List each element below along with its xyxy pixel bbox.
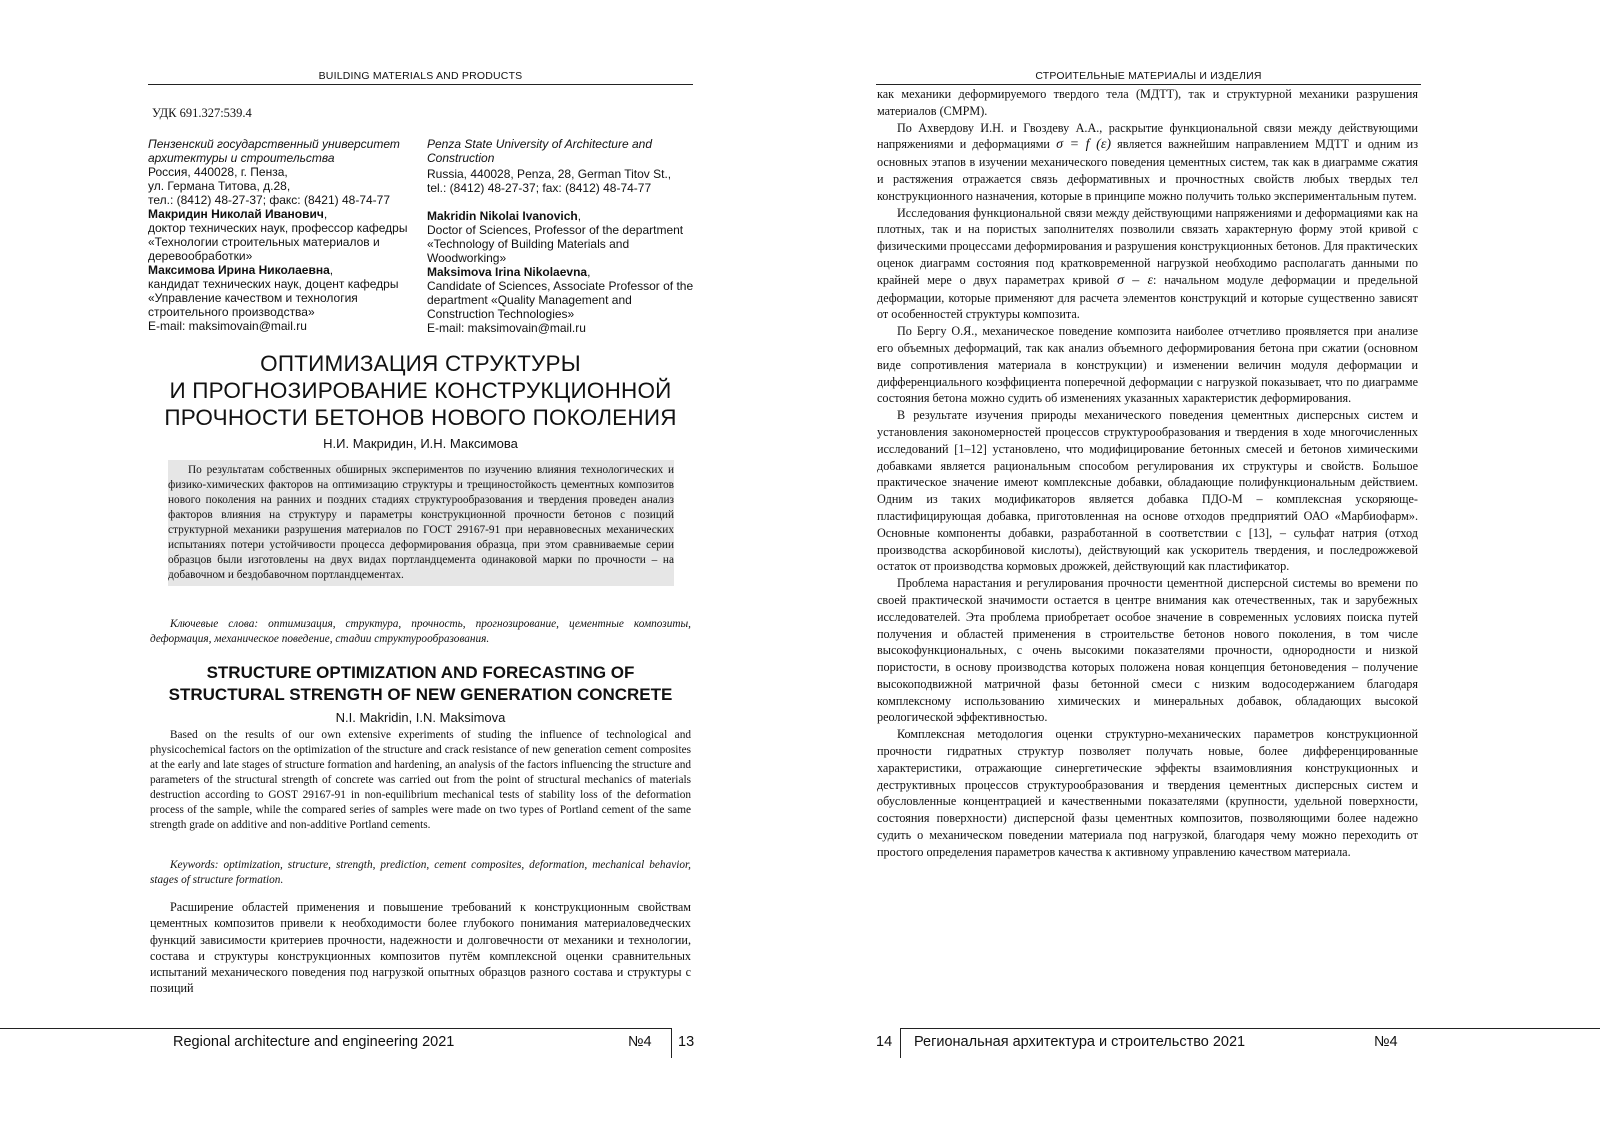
- body-paragraph: Проблема нарастания и регулирования прочности цементной дисперсной системы во времени по своей практической значимости остается в центре внимания как отечественных, так и зарубежных исследователей. Эта проблема приобретает особое значение в современных условиях поиска путей получения и областей применения в строительстве бетонов нового поколения, в том числе высокофункциональных, с очень высокими показателями прочности, однородности и низкой пористости, в основу производства которых положена новая концепция бетоноведения – получение высокоподвижной матричной фазы бетонной смеси с низким водосодержанием благодаря комплексному использованию химических и минеральных добавок, обладающих высокой реологической эффективностью.: [877, 576, 1418, 725]
- author1-name-ru: Макридин Николай Иванович: [148, 207, 324, 221]
- footer-rule: [900, 1028, 1600, 1029]
- author1-details-en: Doctor of Sciences, Professor of the department «Technology of Building Materials and Woodworking»: [427, 223, 684, 265]
- phone-en: tel.: (8412) 48-27-37; fax: (8412) 48-74-77: [427, 181, 652, 195]
- authors-ru: Н.И. Макридин, И.Н. Максимова: [323, 436, 518, 451]
- page-number: 13: [678, 1034, 695, 1050]
- abstract-ru-box: [168, 460, 674, 586]
- keywords-en-block: [150, 858, 691, 888]
- phone-ru: тел.: (8412) 48-27-37; факс: (8421) 48-74-77: [148, 193, 391, 207]
- formula-stress-strain: σ = f (ε): [1056, 137, 1112, 153]
- body-paragraph: По Бергу О.Я., механическое поведение композита наиболее отчетливо проявляется при анализе его объемных деформаций, так как анализ объемного деформирования бетона при сжатии (основном виде сопротивления материала в конструкции) и изменении величин модуля деформации и дифференциального коэффициента поперечной деформации с нагрузкой показывает, что по диаграмме состояния бетона можно судить об изменениях указанных характеристик деформирования.: [877, 324, 1418, 406]
- body-text-right: [877, 86, 1418, 861]
- author2-details-ru: кандидат технических наук, доцент кафедры «Управление качеством и технология строительного производства»: [148, 277, 399, 319]
- title-en: [148, 662, 693, 706]
- footer-issue: №4: [1374, 1034, 1398, 1050]
- address-en-1: Russia, 440028, Penza, 28, German Titov St.,: [427, 167, 672, 181]
- body-paragraph: Расширение областей применения и повышение требований к конструкционным свойствам цементных композитов привели к необходимости более глубокого понимания материаловедческих функций зависимости критериев прочности, надежности и долговечности от механики и технологии, состава и структуры конструкционных композитов путём комплексной оценки сравнительных испытаний механического поведения под нагрузкой опытных образцов разного состава и структуры с позиций: [150, 900, 691, 996]
- title-ru-line3: ПРОЧНОСТИ БЕТОНОВ НОВОГО ПОКОЛЕНИЯ: [164, 405, 677, 430]
- body-paragraph: [877, 120, 1418, 205]
- paragraph-text: является важнейшим направлением МДТТ и одним из основных этапов в изучении механического поведения цементных систем, так как в диаграмме сжатия и растяжения отражается связь деформативных и прочностных свойств любых твердых тел конструкционного назначения, которые в принципе можно получить только экспериментальным путем.: [877, 137, 1419, 203]
- keywords-en: Keywords: optimization, structure, strength, prediction, cement composites, deformation, mechanical behavior, stages of structure formation.: [150, 859, 691, 886]
- keywords-ru: Ключевые слова: оптимизация, структура, прочность, прогнозирование, цементные композиты, деформация, механическое поведение, стадии структурообразования.: [150, 618, 691, 645]
- author1-details-ru: доктор технических наук, профессор кафедры «Технологии строительных материалов и деревообработки»: [148, 221, 408, 263]
- title-ru-line2: И ПРОГНОЗИРОВАНИЕ КОНСТРУКЦИОННОЙ: [169, 378, 672, 403]
- body-paragraph: В результате изучения природы механического поведения цементных дисперсных систем и установления закономерностей процессов структурообразования и твердения в ходе многочисленных исследований [1–12] установлено, что модифицирование бетонных смесей и бетонов химическими добавками является рациональным способом регулирования их структуры и свойств. Большое практическое значение имеют комплексные добавки, обладающие полифункциональным действием. Одним из таких модификаторов является добавка ПДО-М – комплексная ускоряюще-пластифицирующая добавка, приготовленная на основе отходов предприятий ОАО «Марбиофарм». Основные компоненты добавки, разработанной в соответствии с [13], – сульфат натрия (отход производства аскорбиновой кислоты), действующий как ускоритель твердения, и последрожжевой остаток от производства кормовых дрожжей, действующий как пластификатор.: [877, 408, 1418, 574]
- running-header: BUILDING MATERIALS AND PRODUCTS: [148, 70, 693, 85]
- authors-en: N.I. Makridin, I.N. Maksimova: [335, 710, 506, 725]
- running-header: СТРОИТЕЛЬНЫЕ МАТЕРИАЛЫ И ИЗДЕЛИЯ: [876, 70, 1421, 85]
- title-ru-line1: ОПТИМИЗАЦИЯ СТРУКТУРЫ: [260, 351, 581, 376]
- page-number: 14: [876, 1034, 893, 1050]
- footer-rule: [0, 1028, 672, 1029]
- abstract-ru: По результатам собственных обширных экспериментов по изучению влияния технологических и физико-химических факторов на оптимизацию структуры и трещиностойкость цементных композитов нового поколения на ранних и поздних стадиях структурообразования и твердения проведен анализ факторов влияния на структуру и параметры конструкционной прочности бетонов с позиций структурной механики разрушения материалов по ГОСТ 29167-91 при неравновесных механических испытаниях потери устойчивости процесса деформирования образца, при этом сравниваемые серии образцов были изготовлены на двух видах портландцемента одинаковой марки по прочности – на добавочном и бездобавочном портландцементах.: [168, 464, 674, 581]
- body-paragraph: как механики деформируемого твердого тела (МДТТ), так и структурной механики разрушения материалов (СМРМ).: [877, 87, 1418, 118]
- title-ru: [148, 350, 693, 431]
- body-paragraph: [877, 205, 1418, 324]
- body-text-left: [150, 899, 691, 997]
- address-ru-2: ул. Германа Титова, д.28,: [148, 179, 291, 193]
- address-ru-1: Россия, 440028, г. Пенза,: [148, 165, 288, 179]
- email-en[interactable]: E-mail: maksimovain@mail.ru: [427, 321, 586, 335]
- udk-code: УДК 691.327:539.4: [152, 106, 252, 120]
- footer-divider: [671, 1028, 672, 1058]
- author1-name-en: Makridin Nikolai Ivanovich: [427, 209, 578, 223]
- paragraph-text: : начальном модуле деформации и предельной деформации, которые применяют для расчета элементов конструкций и которые существенно зависят от особенностей структуры композита.: [877, 272, 1418, 322]
- formula-curve: σ – ε: [1117, 272, 1154, 288]
- footer-divider: [900, 1028, 901, 1058]
- right-page: [800, 0, 1600, 1132]
- affiliation-ru: Пензенский государственный университет архитектуры и строительства Россия, 440028, г. Пенза, ул. Германа Титова, д.28, тел.: (8412) 48-27-37; факс: (8421) 48-74-77 Макридин Николай Иванович, доктор технических наук, профессор кафедры «Технологии строительных материалов и деревообработки» Максимова Ирина Николаевна, кандидат технических наук, доцент кафедры «Управление качеством и технология строительного производства» E-mail: maksimovain@mail.ru: [148, 137, 418, 333]
- keywords-ru-block: [150, 617, 691, 647]
- body-paragraph: Комплексная методология оценки структурно-механических параметров конструкционной прочности гидратных структур позволяет получать новые, более дифференцированные характеристики, отражающие синергетические эффекты взаимовлияния конструкционных и деструктивных процессов структурообразования и твердения цементных дисперсных систем и обусловленные концентрацией и качественными показателями (крупности, удельной поверхности, состояния поверхности) дисперсной фазы цементных композитов, позволяющими более надежно судить о механическом поведении материала под нагрузкой, благодаря чему можно переходить от простого определения параметров качества к активному управлению качеством материала.: [877, 727, 1418, 859]
- footer-journal: Региональная архитектура и строительство 2021: [914, 1034, 1246, 1050]
- footer-issue: №4: [628, 1034, 652, 1050]
- paragraph-text: Исследования функциональной связи между действующими напряжениями и деформациями как на плотных, так и на пористых заполнителях позволили связать характерную форму этой кривой с физическими процессами деформирования и разрушения конструкционных бетонов. Для практических оценок диаграмм состояния под кратковременной нагрузкой необходимо располагать данными по крайней мере о двух параметрах кривой: [877, 205, 1418, 287]
- email-ru[interactable]: E-mail: maksimovain@mail.ru: [148, 319, 307, 333]
- abstract-en-block: [150, 728, 691, 833]
- abstract-en: Based on the results of our own extensive experiments of studing the influence of technological and physicochemical factors on the optimization of the structure and crack resistance of new generation cement composites at the early and late stages of structure formation and hardening, an analysis of the factors influencing the structure and parameters of the structural strength of concrete was carried out from the point of structural mechanics of materials destruction according to GOST 29167-91 in non-equilibrium mechanical tests of stability loss of the deformation process of the sample, while the compared series of samples were made on two types of Portland cement of the same strength grade on additive and non-additive Portland cements.: [150, 729, 691, 831]
- title-en-line1: STRUCTURE OPTIMIZATION AND FORECASTING OF: [206, 663, 635, 682]
- title-en-line2: STRUCTURAL STRENGTH OF NEW GENERATION CONCRETE: [168, 685, 673, 704]
- paragraph-text: По Ахвердову И.Н. и Гвоздеву А.А., раскрытие функциональной связи между действующими напряжениями и деформациями: [877, 120, 1418, 152]
- author2-details-en: Candidate of Sciences, Associate Professor of the department «Quality Management and Construction Technologies»: [427, 279, 694, 321]
- author2-name-en: Maksimova Irina Nikolaevna: [427, 265, 588, 279]
- author2-name-ru: Максимова Ирина Николаевна: [148, 263, 330, 277]
- footer-journal: Regional architecture and engineering 2021: [173, 1034, 455, 1050]
- affiliation-en: Penza State University of Architecture and Construction Russia, 440028, Penza, 28, German Titov St., tel.: (8412) 48-27-37; fax: (8412) 48-74-77 Makridin Nikolai Ivanovich, Doctor of Sciences, Professor of the department «Technology of Building Materials and Woodworking» Maksimova Irina Nikolaevna, Candidate of Sciences, Associate Professor of the department «Quality Management and Construction Technologies» E-mail: maksimovain@mail.ru: [427, 137, 694, 335]
- university-en: Penza State University of Architecture and Construction: [427, 137, 652, 165]
- university-ru: Пензенский государственный университет архитектуры и строительства: [148, 137, 400, 165]
